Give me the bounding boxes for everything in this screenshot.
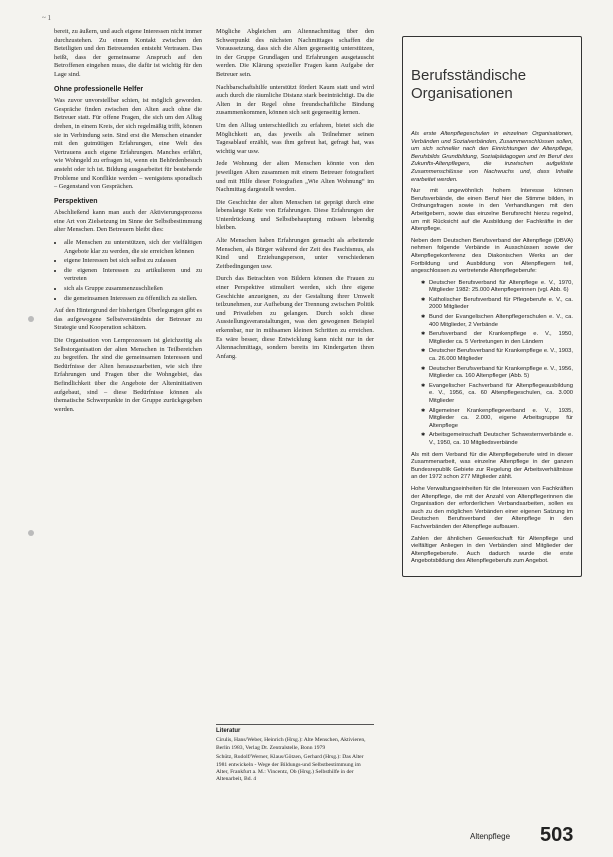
list-item: ✱ Deutscher Berufsverband für Altenpflege e. V., 1970, Mitglieder 1982: 25.000 Altenpflegerinnen (vgl. Abb. 6)	[421, 280, 573, 295]
column-left	[54, 28, 202, 418]
paragraph: Hohe Verwaltungseinheiten für die Interessen von Fachkräften der Altenpflege, die mit der Anzahl von Altenpflegerinnen die Organisation der erforderlichen Verbandsarbeiten, sollen es auch zu den möglichen Verbänden einer eigenen Satzung im Deutschen Berufsverband der Altenpflege in den Fachverbänden der Altenpflege aufbauen.	[411, 485, 573, 530]
list-item: • die gemeinsamen Interessen zu öffentlich zu stellen.	[64, 295, 202, 304]
divider	[216, 724, 374, 725]
paragraph: Was zuvor unvorstellbar schien, ist möglich geworden. Gespräche finden zwischen den Alten auch ohne die Betreuer statt. Für offene Fragen, die sich um den Alltag drehen, in einem Kreis, der sich regelmäßig trifft, können sie in Verbindung sein. Sind erst die Menschen einander mit den gutmütigen Erfahrungen, eine Welt des Vertrauens auch eigene Erfahrungen. Manches erfährt, wie Wohngeld zu erfragen ist, wenn ein Behördenbesuch ansteht oder ich ist. Bildung ausgearbeitet für bestehende Probleme und Konflikte werden – wenigstens sporadisch – Gegenstand von Gesprächen.	[54, 97, 202, 191]
paragraph: Nachbarschaftshilfe unterstützt fördert Kaum statt und wird auch durch die räumliche Distanz stark beeinträchtigt. Da die Alten in der Regel ohne freundschaftliche Bindung zusammenkommen, können sich seit gegenseitig lernen.	[216, 83, 374, 117]
paragraph: Zahlen der ähnlichen Gewerkschaft für Altenpflege und vielfältiger Anliegen in den Verbänden sind Mitglieder der Altenpflegeberufe. Auch dadurch wurde die erste Angebotsbildung des Altenpflegeberufs zum Angebot.	[411, 535, 573, 565]
paragraph: Nur mit ungewöhnlich hohem Interesse können Berufsverbände, die einen Beruf hier die Stimme bilden, in Ordnungsfragen sowie in den Verhandlungen mit den Arbeitgebern, sowie das einzelne Berufsrecht hierzu regelnd, um mit Rücksicht auf die Ausbildung der Fachkräfte in der Altenpflege.	[411, 188, 573, 233]
list-item: ✱ Allgemeiner Krankenpflegeverband e. V., 1935, Mitglieder ca. 2.000, eigene Arbeitsgruppe für Altenpflege	[421, 408, 573, 431]
section-heading: Perspektiven	[54, 197, 98, 205]
list-item: • sich als Gruppe zusammenzuschließen	[64, 285, 202, 294]
organization-list	[411, 280, 573, 448]
column-middle	[216, 28, 374, 365]
list-item: • alle Menschen zu unterstützen, sich der vielfältigen Angebote klar zu werden, die sie erreichen können	[64, 239, 202, 256]
section-heading: Ohne professionelle Helfer	[54, 85, 144, 93]
paragraph: Neben dem Deutschen Berufsverband der Altenpflege (DBVA) nehmen folgende Verbände in Ausschüssen sowie der Altenpflegekonferenz des Diakonischen Werks an der Fortbildung und Ausbildung von Altenpflegern teil, angeschlossen zu vertretende Altenpflegeberufe:	[411, 237, 573, 275]
margin-hole-icon	[28, 530, 34, 536]
margin-hole-icon	[28, 316, 34, 322]
running-footer: Altenpflege	[470, 832, 511, 841]
list-item: ✱ Arbeitsgemeinschaft Deutscher Schwesternverbände e. V., 1950, ca. 10 Mitgliedsverbände	[421, 432, 573, 447]
paragraph: Die Organisation von Lernprozessen ist gleichzeitig als Selbstorganisation der alten Menschen in Teilbereichen zu begreifen. Ihr sind die gemeinsamen Interessen und Bedürfnisse der Alten herauszuarbeiten, wie sich ihre Erfahrungen und Fragen über die Wohngebiet, das Befindlichkeit über die Angebote der Alteninitiativen aufgebaut, sind – diese Bedürfnisse können als thematische Schwerpunkte in der Gruppe zurückgegeben werden.	[54, 337, 202, 413]
list-item: ✱ Bund der Evangelischen Altenpflegerschulen e. V., ca. 400 Mitglieder, 2 Verbände	[421, 314, 573, 329]
paragraph: Auf den Hintergrund der bisherigen Überlegungen gibt es das aufgewogene Selbstverständnis der Betreuer zu Strategie und Kooperation schätzen.	[54, 307, 202, 332]
bullet-list	[54, 239, 202, 303]
literature-entry: Cirulis, Hans/Weber, Heinrich (Hrsg.): Alte Menschen, Aktivieren, Berlin 1983, Verlag Dt. Zentralstelle, Bonn 1979	[216, 737, 366, 751]
paragraph: Alte Menschen haben Erfahrungen gemacht als arbeitende Menschen, als Bürger während der Zeit des Faschismus, als Kind und Erziehungsperson, unter verschiedenen Zeitbedingungen usw.	[216, 237, 374, 270]
list-item: • eigene Interessen bei sich selbst zu zulassen	[64, 257, 202, 266]
literature-title: Literatur	[216, 728, 241, 734]
list-item: ✱ Katholischer Berufsverband für Pflegeberufe e. V., ca. 2000 Mitglieder	[421, 297, 573, 312]
page-number: 503	[540, 824, 574, 846]
paragraph: Um den Alltag unterschiedlich zu erfahren, bietet sich die Möglichkeit an, das jeweils als Teilnehmer seinen Tagesablauf erzählt, was ihm gefreut hat, gefragt hat, was wichtig war usw.	[216, 121, 374, 155]
list-item: ✱ Deutscher Berufsverband für Krankenpflege e. V., 1903, ca. 26.000 Mitglieder	[421, 348, 573, 363]
paragraph: Die Geschichte der alten Menschen ist geprägt durch eine lebenslange Kette von Erfahrungen. Diese Erfahrungen der Unterdrückung und Selbstbehauptung müssen lebendig bleiben.	[216, 198, 374, 232]
literature-entry: Schütz, Rudolf/Werner, Klaus/Götzen, Gerhard (Hrsg.): Das Alter 1981 entwickeln - Wege der Bildungs-und Selbstbestimmung im Alter, Frankfurt a. M.: Vincentz, Ob (Hrsg.) Selbsthilfe in der Altenarbeit, Bd. 4	[216, 754, 364, 783]
sidebar-title: Berufsständische Organisationen	[411, 67, 527, 102]
top-mark: ~ 1	[42, 14, 52, 22]
list-item: ✱ Evangelischer Fachverband für Altenpflegeausbildung e. V., 1956, ca. 60 Altenpflegeschulen, ca. 3.000 Mitglieder	[421, 383, 573, 406]
list-item: ✱ Deutscher Berufsverband für Krankenpflege e. V., 1956, Mitglieder ca. 160 Altenpfleger (Abb. 5)	[421, 366, 573, 381]
literature-block	[216, 724, 374, 786]
column-right-sidebar	[402, 36, 582, 577]
sidebar-box	[402, 36, 582, 577]
paragraph: Durch das Betrachten von Bildern können die Frauen zu einer Perspektive stimuliert werden, sich ihre eigene Geschichte anzueignen, zu der Gestaltung ihrer Umwelt teilzunehmen, zur Aufhebung der Trennung zwischen Politik und Privatleben zu gelangen. Durch solch diese Ausstellungsveranstaltungen, was den gewogenen Beispiel erkennbar, nur in mühsamen kleinen Schritten zu erreichen. Es wäre besser, diese Entwicklung kann nicht nur in der Altennachmittags, sondern bereits im Kindergarten ihren Anfang.	[216, 275, 374, 360]
list-item: ✱ Berufsverband der Krankenpflege e. V., 1950, Mitglieder ca. 5 Vertretungen in den Ländern	[421, 331, 573, 346]
paragraph: Mögliche Abgleichen am Altennachmittag über den Schwerpunkt des nächsten Nachmittages schaffen die Voraussetzung, dass sich die Alten gegenseitig unterstützen, in der Gruppe Grundlagen und Erfahrungen ausgetauscht werden. Die Klärung spezieller Fragen kann Aufgabe der Betreuer sein.	[216, 28, 374, 78]
list-item: • die eigenen Interessen zu artikulieren und zu vertreten	[64, 267, 202, 284]
paragraph: Als mit dem Verband für die Altenpflegeberufe wird in dieser Zusammenarbeit, was einzelne Altenpflege in der ganzen Bundesrepublik Gebiete zur Regelung der Arbeitsverhältnisse an der 1972 schon 277 Mitglieder zählt.	[411, 451, 573, 481]
sidebar-intro: Als erste Altenpflegeschulen in einzelnen Organisationen, Verbänden und Sozialverbänden, Zusammenschlüssen sollen, um sich schneller nach den Einrichtungen der Altenpflege, Berufsbilds Grundbildung, Sozialpädagogen und im Beruf des Zukunfts-Altenpflegers, die inzwischen aufgelöste Zusammenschlüsse von Nachwuchs und, dass Inhalte erarbeitet werden.	[411, 131, 573, 183]
paragraph: Abschließend kann man auch der Aktivierungsprozess eine Art von Zielsetzung im Sinne der Selbstbestimmung alter Menschen. Den Betreuern bleibt dies:	[54, 209, 202, 234]
paragraph: Jede Wohnung der alten Menschen könnte von den jeweiligen Alten zusammen mit einem Betreuer fotografiert und mit Hilfe dieser Fotografien „Wie Alten Wohnung“ im Nachmittag dargestellt werden.	[216, 160, 374, 194]
paragraph: bereit, zu äußern, und auch eigene Interessen nicht immer durchzustehen. Zu einem Kontakt zwischen den Beteiligten und den Betreuenden entsteht Vertrauen. Das heißt, dass der gemeinsame Anspruch auf den Betroffenen eingehen muss, die dafür ist wichtig für den Lage sind.	[54, 28, 202, 78]
